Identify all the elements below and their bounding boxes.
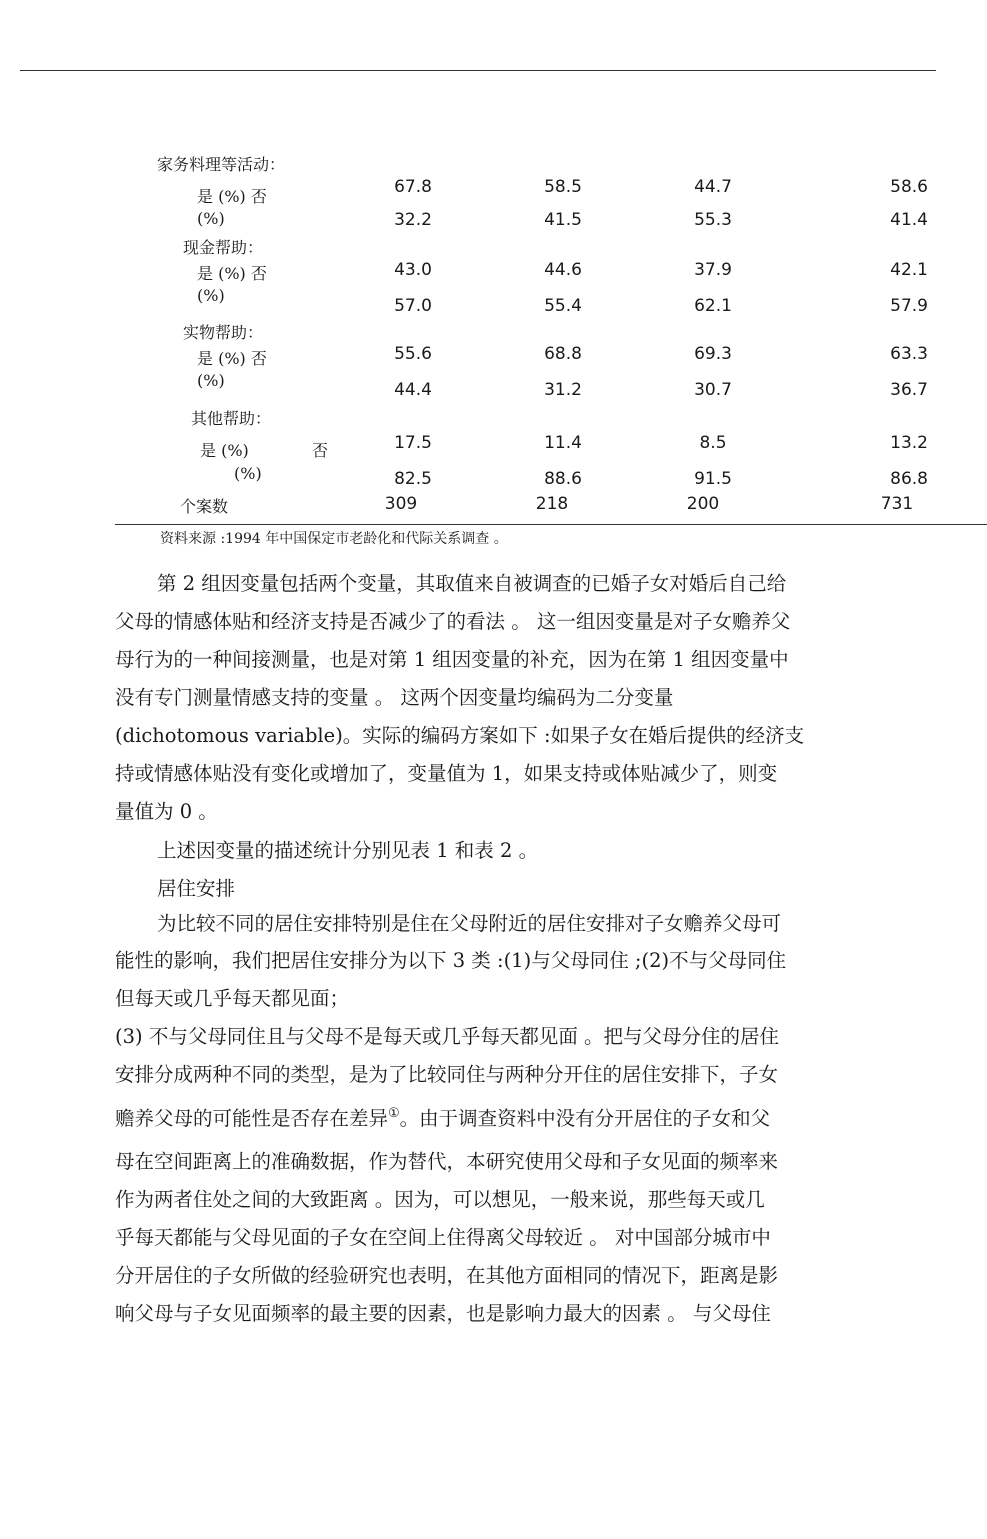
cell: 731 — [880, 494, 914, 514]
header-rule — [20, 70, 936, 71]
section-label: 实物帮助： — [183, 323, 264, 342]
text-line: 持或情感体贴没有变化或增加了，变量值为 1，如果支持或体贴减少了，则变 — [115, 762, 778, 785]
row-label-yes: 是 (%) 否 — [197, 187, 267, 206]
row-label-no-word: 否 — [312, 441, 329, 460]
cell: 36.7 — [890, 380, 928, 400]
cell: 58.6 — [890, 177, 928, 197]
text-line: 乎每天都能与父母见面的子女在空间上住得离父母较近 。 对中国部分城市中 — [115, 1226, 771, 1249]
text-line: 母在空间距离上的准确数据，作为替代，本研究使用父母和子女见面的频率来 — [115, 1150, 779, 1173]
cell: 11.4 — [544, 433, 582, 453]
cell: 82.5 — [394, 469, 432, 489]
text-line: 安排分成两种不同的类型，是为了比较同住与两种分开住的居住安排下，子女 — [115, 1063, 779, 1086]
cell: 91.5 — [694, 469, 732, 489]
row-label-yes: 是 (%) — [200, 441, 249, 460]
text-line: 母行为的一种间接测量，也是对第 1 组因变量的补充，因为在第 1 组因变量中 — [115, 648, 789, 671]
footnote-marker[interactable]: ① — [388, 1106, 400, 1121]
text-line: 量值为 0 。 — [115, 800, 218, 823]
text-segment: 赡养父母的可能性是否存在差异 — [115, 1107, 389, 1130]
cell: 200 — [686, 494, 720, 514]
cell: 58.5 — [544, 177, 582, 197]
text-line: 没有专门测量情感支持的变量 。 这两个因变量均编码为二分变量 — [115, 686, 674, 709]
text-line: 为比较不同的居住安排特别是住在父母附近的居住安排对子女赡养父母可 — [157, 912, 782, 935]
row-label-no: (%) — [234, 464, 262, 483]
text-segment: 。由于调查资料中没有分开居住的子女和父 — [399, 1107, 771, 1130]
cell: 44.6 — [544, 260, 582, 280]
section-label: 家务料理等活动： — [157, 155, 286, 174]
text-line: 第 2 组因变量包括两个变量，其取值来自被调查的已婚子女对婚后自己给 — [157, 572, 787, 595]
cell: 31.2 — [544, 380, 582, 400]
cell: 32.2 — [394, 210, 432, 230]
text-line — [115, 1103, 770, 1131]
row-label-no: (%) — [197, 209, 225, 228]
cell: 86.8 — [890, 469, 928, 489]
cell: 57.9 — [890, 296, 928, 316]
cell: 42.1 — [890, 260, 928, 280]
table-source: 资料来源 :1994 年中国保定市老龄化和代际关系调查 。 — [160, 531, 508, 547]
row-label-yes: 是 (%) 否 — [197, 349, 267, 368]
cell: 69.3 — [694, 344, 732, 364]
cell: 63.3 — [890, 344, 928, 364]
cell: 13.2 — [890, 433, 928, 453]
section-label: 其他帮助： — [191, 409, 272, 428]
text-line: (dichotomous variable)。实际的编码方案如下 :如果子女在婚后提供的经济支 — [115, 724, 805, 747]
cell: 55.6 — [394, 344, 432, 364]
section-label: 现金帮助： — [183, 238, 264, 257]
cell: 44.7 — [694, 177, 732, 197]
cell: 67.8 — [394, 177, 432, 197]
cell: 44.4 — [394, 380, 432, 400]
cell: 8.5 — [699, 433, 727, 453]
text-line: 能性的影响，我们把居住安排分为以下 3 类 :(1)与父母同住 ;(2)不与父母同住 — [115, 949, 787, 972]
row-label-no: (%) — [197, 371, 225, 390]
cell: 55.3 — [694, 210, 732, 230]
cell: 62.1 — [694, 296, 732, 316]
cell: 55.4 — [544, 296, 582, 316]
cell: 57.0 — [394, 296, 432, 316]
cell: 41.5 — [544, 210, 582, 230]
cell: 88.6 — [544, 469, 582, 489]
row-label-no: (%) — [197, 286, 225, 305]
cell: 309 — [384, 494, 418, 514]
table-bottom-rule — [115, 524, 987, 525]
text-line: 但每天或几乎每天都见面； — [115, 987, 350, 1010]
row-label-yes: 是 (%) 否 — [197, 264, 267, 283]
cell: 17.5 — [394, 433, 432, 453]
section-heading: 居住安排 — [157, 877, 236, 900]
text-line: 作为两者住处之间的大致距离 。因为，可以想见，一般来说，那些每天或几 — [115, 1188, 765, 1211]
cell: 218 — [535, 494, 569, 514]
text-line: 响父母与子女见面频率的最主要的因素，也是影响力最大的因素 。 与父母住 — [115, 1302, 771, 1325]
cell: 68.8 — [544, 344, 582, 364]
text-line: (3) 不与父母同住且与父母不是每天或几乎每天都见面 。把与父母分住的居住 — [115, 1025, 780, 1048]
text-line: 分开居住的子女所做的经验研究也表明，在其他方面相同的情况下，距离是影 — [115, 1264, 779, 1287]
cell: 30.7 — [694, 380, 732, 400]
cell: 37.9 — [694, 260, 732, 280]
cell: 41.4 — [890, 210, 928, 230]
cases-label: 个案数 — [180, 497, 229, 516]
cell: 43.0 — [394, 260, 432, 280]
text-line: 父母的情感体贴和经济支持是否减少了的看法 。 这一组因变量是对子女赡养父 — [115, 610, 791, 633]
paragraph: 上述因变量的描述统计分别见表 1 和表 2 。 — [157, 839, 539, 862]
